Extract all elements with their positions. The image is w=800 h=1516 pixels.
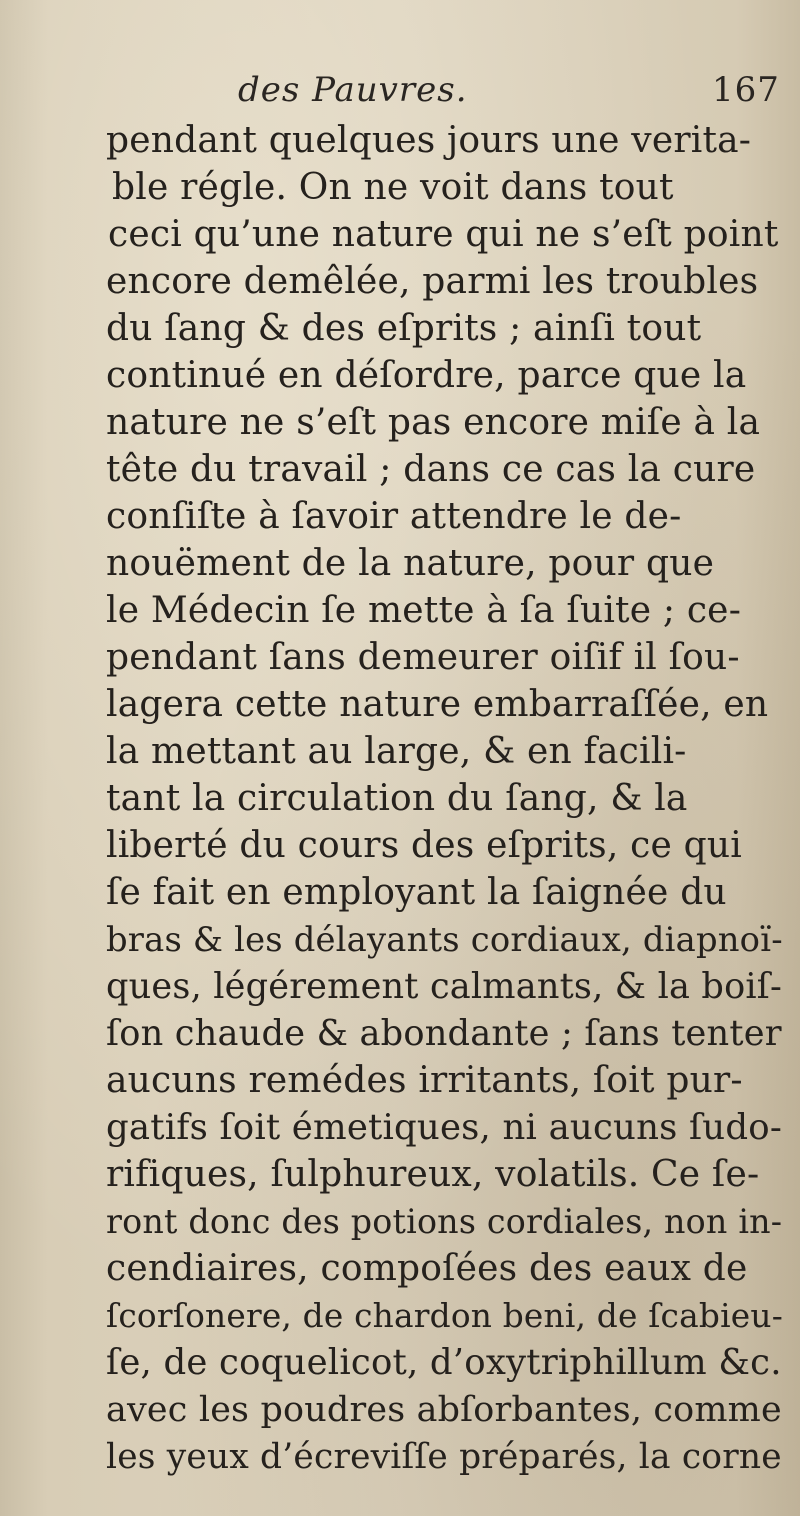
text-line: du ſang & des eſprits ; ainſi tout bbox=[106, 308, 702, 349]
text-line: cendiaires, compoſées des eaux de bbox=[106, 1248, 748, 1289]
text-line: nature ne s’eſt pas encore miſe à la bbox=[106, 402, 761, 443]
text-line: aucuns remédes irritants, ſoit pur- bbox=[106, 1060, 743, 1101]
text-line: le Médecin ſe mette à ſa ſuite ; ce- bbox=[106, 590, 742, 631]
text-line: lagera cette nature embarraſſée, en bbox=[106, 684, 769, 725]
text-line: les yeux d’écreviſſe préparés, la corne bbox=[106, 1437, 782, 1477]
text-line: pendant quelques jours une verita- bbox=[106, 120, 752, 161]
running-head bbox=[0, 70, 800, 120]
text-line: conſiſte à ſavoir attendre le de- bbox=[106, 496, 682, 537]
text-line: ceci qu’une nature qui ne s’eſt point bbox=[108, 214, 779, 255]
text-line: ront donc des potions cordiales, non in- bbox=[106, 1202, 783, 1241]
text-line: gatifs ſoit émetiques, ni aucuns ſudo- bbox=[106, 1107, 782, 1148]
text-line: pendant ſans demeurer oiſif il ſou- bbox=[106, 637, 740, 678]
text-line: avec les poudres abſorbantes, comme bbox=[106, 1390, 782, 1430]
text-line: tête du travail ; dans ce cas la cure bbox=[106, 449, 756, 490]
text-line: ſe, de coquelicot, d’oxytriphillum &c. bbox=[106, 1342, 782, 1383]
running-title: des Pauvres. bbox=[238, 70, 468, 110]
text-line: ſon chaude & abondante ; ſans tenter bbox=[106, 1013, 782, 1054]
text-line: bras & les délayants cordiaux, diapnoï- bbox=[106, 920, 783, 959]
text-line: encore demêlée, parmi les troubles bbox=[106, 261, 759, 302]
page-number: 167 bbox=[712, 70, 780, 110]
text-line: liberté du cours des eſprits, ce qui bbox=[106, 825, 742, 866]
text-line: ques, légérement calmants, & la boiſ- bbox=[106, 966, 783, 1007]
text-line: ſe fait en employant la ſaignée du bbox=[106, 872, 727, 913]
text-line: la mettant au large, & en facili- bbox=[106, 731, 687, 772]
text-line: rifiques, ſulphureux, volatils. Ce ſe- bbox=[106, 1154, 760, 1195]
text-line: continué en déſordre, parce que la bbox=[106, 355, 747, 396]
text-line: ble régle. On ne voit dans tout bbox=[112, 167, 674, 208]
text-line: tant la circulation du ſang, & la bbox=[106, 778, 688, 819]
text-line: nouëment de la nature, pour que bbox=[106, 543, 715, 584]
text-line: ſcorſonere, de chardon beni, de ſcabieu- bbox=[106, 1297, 783, 1335]
